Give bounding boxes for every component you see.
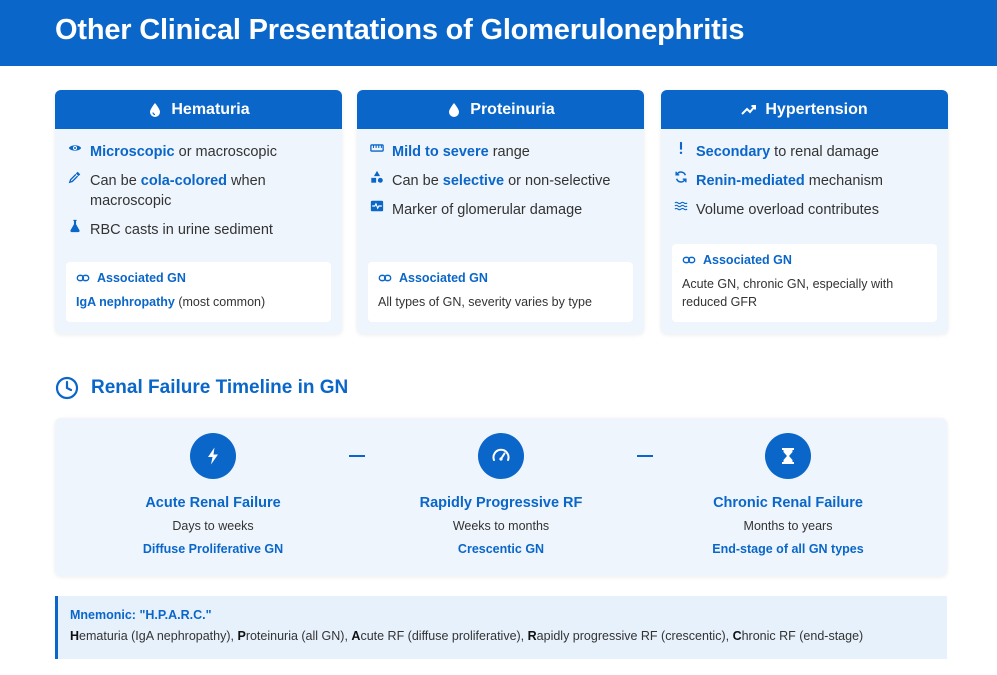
card-hypertension — [661, 90, 948, 334]
link-icon — [682, 253, 696, 267]
stage-icon-circle — [478, 433, 524, 479]
hourglass-icon — [778, 446, 798, 466]
list-item: Mild to severe range — [369, 142, 632, 162]
timeline-stage-rapidly-progressive — [381, 433, 621, 556]
mnemonic-text: Hematuria (IgA nephropathy), Proteinuria (all GN), Acute RF (diffuse proliferative), Rapidly progressive RF (crescentic), Chronic RF (end-stage) — [70, 629, 864, 643]
card-proteinuria — [357, 90, 644, 334]
gauge-icon — [491, 446, 511, 466]
page-header — [0, 0, 997, 66]
stage-icon-circle — [765, 433, 811, 479]
card-hematuria — [55, 90, 342, 334]
link-icon — [378, 271, 392, 285]
associated-gn-box: Associated GN Acute GN, chronic GN, especially with reduced GFR — [672, 244, 937, 322]
water-icon — [674, 199, 688, 213]
ruler-icon — [370, 141, 384, 155]
stage-type: End-stage of all GN types — [712, 542, 864, 556]
list-item: Secondary to renal damage — [673, 142, 936, 162]
eyedropper-icon — [68, 170, 82, 184]
list-item: Marker of glomerular damage — [369, 200, 632, 220]
stage-time: Days to weeks — [172, 519, 254, 533]
stage-time: Weeks to months — [452, 519, 550, 533]
list-item: Microscopic or macroscopic — [67, 142, 330, 162]
bolt-icon — [203, 446, 223, 466]
associated-gn-box: Associated GN All types of GN, severity varies by type — [368, 262, 633, 322]
stage-type: Diffuse Proliferative GN — [142, 542, 284, 556]
card-title: Proteinuria — [470, 100, 555, 118]
droplet-icon — [147, 102, 163, 118]
list-item: Can be selective or non-selective — [369, 171, 632, 191]
clock-icon — [55, 376, 79, 400]
shapes-icon — [370, 170, 384, 184]
flask-icon — [68, 219, 82, 233]
card-header — [55, 90, 342, 129]
stage-name: Rapidly Progressive RF — [419, 495, 583, 511]
card-title: Hypertension — [765, 100, 868, 118]
renal-failure-timeline — [55, 418, 947, 576]
card-title: Hematuria — [171, 100, 250, 118]
sync-icon — [674, 170, 688, 184]
mnemonic-box — [55, 596, 947, 659]
droplet-icon — [446, 102, 462, 118]
eye-icon — [68, 141, 82, 155]
mnemonic-title: Mnemonic: "H.P.A.R.C." — [70, 608, 212, 622]
stage-name: Chronic Renal Failure — [713, 495, 863, 511]
link-icon — [76, 271, 90, 285]
timeline-connector — [637, 455, 653, 457]
stage-time: Months to years — [743, 519, 833, 533]
trend-up-icon — [741, 102, 757, 118]
list-item: Volume overload contributes — [673, 200, 936, 220]
card-header — [357, 90, 644, 129]
page-title: Other Clinical Presentations of Glomerulonephritis — [55, 14, 745, 46]
stage-name: Acute Renal Failure — [145, 495, 281, 511]
timeline-connector — [349, 455, 365, 457]
list-item: RBC casts in urine sediment — [67, 220, 330, 240]
list-item: Can be cola-colored when macroscopic — [67, 171, 330, 211]
card-header — [661, 90, 948, 129]
list-item: Renin-mediated mechanism — [673, 171, 936, 191]
section-title: Renal Failure Timeline in GN — [55, 376, 348, 400]
timeline-stage-acute — [93, 433, 333, 556]
associated-gn-box: Associated GN IgA nephropathy (most common) — [66, 262, 331, 322]
stage-type: Crescentic GN — [457, 542, 545, 556]
exclamation-icon — [674, 141, 688, 155]
timeline-stage-chronic — [668, 433, 908, 556]
stage-icon-circle — [190, 433, 236, 479]
heartbeat-icon — [370, 199, 384, 213]
